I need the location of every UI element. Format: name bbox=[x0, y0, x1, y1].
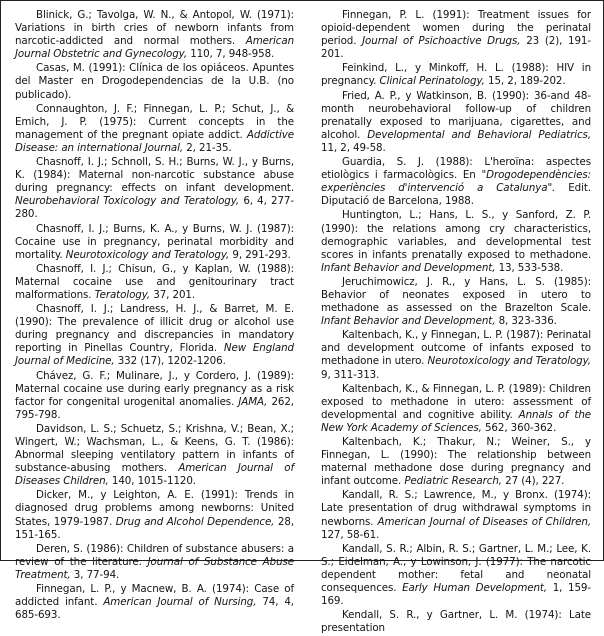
reference-journal: JAMA, bbox=[238, 395, 268, 408]
reference-volume-pages: 11, 2, 49-58. bbox=[321, 141, 386, 154]
reference-entry bbox=[15, 223, 294, 262]
reference-volume-pages: 2, 21-35. bbox=[186, 141, 232, 154]
reference-journal: Journal of Psichoactive Drugs, bbox=[362, 35, 521, 48]
references-left-column bbox=[15, 9, 294, 623]
reference-volume-pages: 13, 533-538. bbox=[498, 261, 564, 274]
reference-journal: Developmental and Behavioral Pediatrics, bbox=[367, 128, 591, 141]
reference-volume-pages: 27 (4), 227. bbox=[505, 475, 565, 488]
reference-authors-title: Feinkind, L., y Minkoff, H. L. (1988): HIV in pregnancy. bbox=[321, 62, 591, 88]
reference-journal: Addictive Disease: an international Journal, bbox=[15, 128, 294, 154]
reference-journal: New England Journal of Medicine, bbox=[15, 342, 294, 368]
reference-authors-title: Blinick, G.; Tavolga, W. N., & Antopol, W. (1971): Variations in birth cries of newborn infants from narcotic-addicted and normal mothers. bbox=[15, 9, 294, 48]
reference-volume-pages: 74, 4, 685-693. bbox=[15, 596, 294, 622]
reference-authors-title: Kendall, S. R., y Gartner, L. M. (1974): Late presentation bbox=[321, 609, 591, 635]
reference-volume-pages: 3, 77-94. bbox=[73, 568, 120, 581]
reference-volume-pages: 6, 4, 277-280. bbox=[15, 195, 294, 221]
reference-entry bbox=[15, 303, 294, 368]
reference-entry bbox=[321, 209, 591, 274]
reference-authors-title: Kaltenbach, K.; Thakur, N.; Weiner, S., y Finnegan, L. (1990): The relationship between maternal methadone dose during pregnancy and infant outcome. bbox=[321, 436, 591, 488]
reference-journal: Neurobehavioral Toxicology and Teratology, bbox=[15, 195, 240, 208]
reference-volume-pages: 28, 151-165. bbox=[15, 515, 294, 541]
reference-entry bbox=[321, 489, 591, 541]
reference-authors-title: Deren, S. (1986): Children of substance abusers: a review of the literature. bbox=[15, 542, 294, 568]
reference-volume-pages: Edit. Diputació de Barcelona, 1988. bbox=[321, 182, 591, 208]
reference-authors-title: Chávez, G. F.; Mulinare, J., y Cordero, J. (1989): Maternal cocaine use during early pregnancy as a risk factor for congenital urogenital anomalies. bbox=[15, 369, 294, 408]
reference-entry bbox=[321, 329, 591, 381]
reference-authors-title: Kandall, R. S.; Lawrence, M., y Bronx. (1974): Late presentation of drug withdrawal symptoms in newborns. bbox=[321, 489, 591, 528]
reference-journal: Early Human Development, bbox=[402, 582, 548, 595]
reference-authors-title: Dicker, M., y Leighton, A. E. (1991): Trends in diagnosed drug problems among newborns: United States, 1979-1987. bbox=[15, 489, 294, 528]
reference-entry bbox=[15, 543, 294, 582]
reference-authors-title: Kandall, S. R.; Albin, R. S.; Gartner, L. M.; Lee, K. S.; Eidelman, A., y Lowinson, J. (1977): The narcotic dependent mother: fetal and neonatal consequences. bbox=[321, 542, 591, 595]
reference-authors-title: Jeruchimowicz, J. R., y Hans, L. S. (1985): Behavior of neonates exposed in utero to methadone as assessed on the Brazelton Scale. bbox=[321, 275, 591, 315]
reference-authors-title: Guardia, S. J. (1988): L'heroïna: aspectes etiològics i farmacològics. En bbox=[321, 156, 591, 182]
reference-volume-pages: 262, 795-798. bbox=[15, 395, 294, 421]
reference-volume-pages: 15, 2, 189-202. bbox=[488, 75, 566, 88]
reference-journal: American Journal of Diseases of Children, bbox=[377, 515, 591, 528]
reference-volume-pages: 23 (2), 191-201. bbox=[321, 35, 591, 61]
reference-volume-pages: 8, 323-336. bbox=[498, 315, 557, 328]
reference-volume-pages: 9, 291-293. bbox=[232, 248, 291, 261]
reference-volume-pages: 9, 311-313. bbox=[321, 368, 380, 381]
reference-journal: "Drogodependències: experiències d'intervenció a Catalunya". bbox=[321, 169, 591, 195]
reference-entry bbox=[321, 90, 591, 155]
reference-volume-pages: 37, 201. bbox=[153, 288, 196, 301]
reference-entry bbox=[15, 9, 294, 61]
reference-authors-title: Finnegan, L. P., y Macnew, B. A. (1974): Case of addicted infant. bbox=[15, 583, 294, 609]
reference-authors-title: Kaltenbach, K., & Finnegan, L. P. (1989): Children exposed to methadone in utero: assessment of developmental and cognitive ability. bbox=[321, 382, 591, 421]
reference-entry bbox=[321, 383, 591, 435]
reference-entry bbox=[321, 62, 591, 88]
reference-journal: American Journal of Diseases Children, bbox=[15, 462, 294, 488]
reference-journal: Teratology, bbox=[94, 288, 151, 301]
reference-journal: Journal of Substance Abuse Treatment, bbox=[15, 555, 294, 581]
reference-journal: American Journal of Nursing, bbox=[103, 596, 257, 609]
reference-journal: Annals of the New York Academy of Sciences, bbox=[321, 408, 591, 434]
reference-authors-title: Chasnoff, I. J.; Chisun, G., y Kaplan, W. (1988): Maternal cocaine use and genitourinary tract malformations. bbox=[15, 262, 294, 301]
reference-authors-title: Kaltenbach, K., y Finnegan, L. P. (1987): Perinatal and development outcome of infants exposed to methadone in utero. bbox=[321, 329, 591, 368]
reference-authors-title: Davidson, L. S.; Schuetz, S.; Krishna, V.; Bean, X.; Wingert, W.; Wachsman, L., & Keens, G. T. (1986): Abnormal sleeping ventilatory pattern in infants of substance-abusing mothers. bbox=[15, 422, 294, 475]
reference-volume-pages: 332 (17), 1202-1206. bbox=[117, 355, 226, 368]
reference-volume-pages: 127, 58-61. bbox=[321, 528, 380, 541]
reference-entry bbox=[15, 370, 294, 422]
reference-entry bbox=[321, 156, 591, 208]
reference-entry bbox=[15, 489, 294, 541]
reference-entry bbox=[321, 609, 591, 635]
references-right-column bbox=[321, 9, 591, 636]
reference-entry bbox=[321, 543, 591, 608]
reference-journal: Drug and Alcohol Dependence, bbox=[115, 515, 275, 528]
reference-authors-title: Chasnoff, I. J.; Schnoll, S. H.; Burns, W. J., y Burns, K. (1984): Maternal non-narcotic substance abuse during pregnancy: effects on infant development. bbox=[15, 156, 294, 195]
reference-entry bbox=[321, 436, 591, 488]
reference-journal: Pediatric Research, bbox=[404, 475, 502, 488]
reference-volume-pages: 110, 7, 948-958. bbox=[190, 48, 275, 61]
reference-entry bbox=[15, 583, 294, 622]
reference-authors-title: Chasnoff, I. J.; Landress, H. J., & Barret, M. E. (1990): The prevalence of illicit drug or alcohol use during pregnancy and discrepancies in mandatory reporting in Pinellas Country, Florida. bbox=[15, 303, 294, 355]
reference-volume-pages: 562, 360-362. bbox=[484, 421, 557, 434]
reference-entry bbox=[15, 103, 294, 155]
reference-journal: Infant Behavior and Development, bbox=[321, 315, 496, 328]
reference-authors-title: Connaughton, J. F.; Finnegan, L. P.; Schut, J., & Emich, J. P. (1975): Current concepts in the management of the pregnant opiate addict. bbox=[15, 102, 294, 141]
reference-authors-title: Finnegan, P. L. (1991): Treatment issues for opioid-dependent women during the perinatal period. bbox=[321, 9, 591, 48]
reference-entry bbox=[15, 62, 294, 101]
reference-entry bbox=[15, 156, 294, 221]
reference-authors-title: Huntington, L.; Hans, L. S., y Sanford, Z. P. (1990): the relations among cry characteristics, demographic variables, and developmental test scores in infants prenatally exposed to methadone. bbox=[321, 209, 591, 261]
reference-journal: Neurotoxicology and Teratology, bbox=[65, 248, 230, 261]
reference-authors-title: Casas, M. (1991): Clínica de los opiáceos. Apuntes del Master en Drogodependencias de la U.B. (no publicado). bbox=[15, 62, 294, 101]
reference-volume-pages: 140, 1015-1120. bbox=[111, 475, 196, 488]
reference-entry bbox=[15, 263, 294, 302]
reference-entry bbox=[15, 423, 294, 488]
reference-authors-title: Fried, A. P., y Watkinson, B. (1990): 36-and 48-month neurobehavioral follow-up of children prenatally exposed to marijuana, cigarettes, and alcohol. bbox=[321, 89, 591, 141]
reference-journal: Clinical Perinatology, bbox=[379, 75, 485, 88]
reference-entry bbox=[321, 9, 591, 61]
reference-entry bbox=[321, 276, 591, 328]
reference-journal: American Journal Obstetric and Gynecology, bbox=[15, 35, 294, 61]
reference-journal: Neurotoxicology and Teratology, bbox=[427, 355, 591, 368]
reference-authors-title: Chasnoff, I. J.; Burns, K. A., y Burns, W. J. (1987): Cocaine use in pregnancy, perinatal morbidity and mortality. bbox=[15, 222, 294, 261]
reference-journal: Infant Behavior and Development, bbox=[321, 261, 496, 274]
reference-volume-pages: 1, 159-169. bbox=[321, 582, 591, 608]
